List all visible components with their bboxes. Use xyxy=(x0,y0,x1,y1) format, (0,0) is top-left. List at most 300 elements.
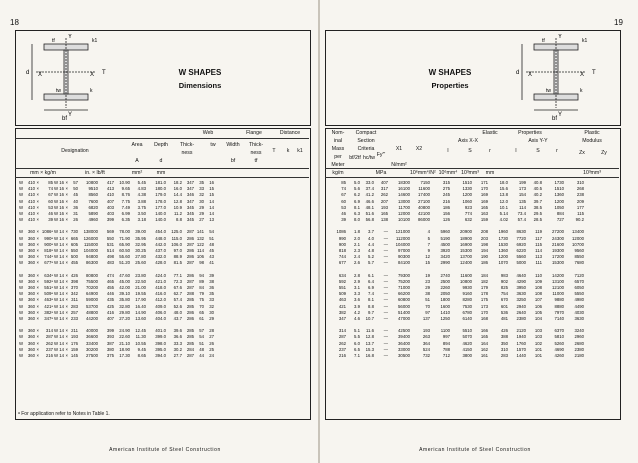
table-cell: 184 xyxy=(480,272,488,278)
table-cell: 12.8 xyxy=(365,334,374,340)
table-cell: 79300 xyxy=(398,272,410,278)
table-row xyxy=(328,192,584,197)
hdr-k1: k1 xyxy=(297,148,303,154)
table-cell: 47000 xyxy=(398,316,410,321)
diagram-label-tw: tw xyxy=(56,88,61,94)
table-cell: W xyxy=(53,353,58,358)
table-cell: W xyxy=(18,260,23,266)
table-cell: 12000 xyxy=(398,211,410,216)
table-cell: 902 xyxy=(500,278,508,284)
table-row xyxy=(328,211,584,216)
table-cell: 245 xyxy=(442,192,450,198)
table-cell: 14 xyxy=(59,316,64,321)
table-cell: × xyxy=(65,316,68,321)
table-cell: W xyxy=(18,241,23,247)
table-cell: W xyxy=(18,192,23,198)
table-cell: 5550 xyxy=(574,291,584,297)
table-cell: W xyxy=(53,291,58,297)
table-cell: 14 xyxy=(59,328,64,334)
table-cell: 70 xyxy=(199,303,204,309)
table-row xyxy=(18,211,214,216)
table-cell: 15300 xyxy=(460,248,472,253)
table-cell: 14 xyxy=(209,204,214,210)
table-cell: 410 xyxy=(106,192,114,198)
table-cell: W xyxy=(53,346,58,352)
table-cell: W xyxy=(53,340,58,346)
table-cell: 47.60 xyxy=(119,272,130,278)
right-title-block xyxy=(390,68,510,90)
table-cell: 14 xyxy=(59,272,64,278)
table-cell: 75 xyxy=(199,297,204,303)
table-cell: 140.0 xyxy=(155,217,166,223)
table-cell: 65 xyxy=(199,309,204,315)
table-cell: 7.49 xyxy=(121,204,130,210)
table-cell: 3.3 xyxy=(354,291,360,297)
table-cell: 825 xyxy=(500,285,508,290)
table-cell: 13.8 xyxy=(499,192,508,198)
table-cell: 1086ᵃ xyxy=(41,229,53,235)
table-cell: 67.6 xyxy=(173,285,182,290)
table-cell: × xyxy=(65,346,68,352)
table-cell: W xyxy=(53,180,58,185)
table-cell: 13400 xyxy=(572,229,584,235)
table-cell: 1760 xyxy=(516,340,526,346)
table-cell: 7150 xyxy=(420,180,430,185)
hdr-k: k xyxy=(286,148,290,154)
table-cell: 1200 xyxy=(498,254,508,260)
table-cell: 14.90 xyxy=(135,309,146,315)
table-cell: 70200 xyxy=(86,285,98,290)
table-cell: 18.0 xyxy=(499,180,508,185)
table-cell: 67 xyxy=(48,192,53,198)
table-cell: 360 xyxy=(27,334,35,340)
table-cell: × xyxy=(36,248,39,253)
table-cell: 13000 xyxy=(398,198,410,204)
table-cell: × xyxy=(36,297,39,303)
table-cell: W xyxy=(18,254,23,260)
table-cell: 5070 xyxy=(462,334,472,340)
table-cell: 59000 xyxy=(86,297,98,303)
table-cell: W xyxy=(18,328,23,334)
table-cell: 10.1 xyxy=(499,204,508,210)
table-cell: 114 xyxy=(519,204,526,210)
table-cell: 237 xyxy=(338,346,346,352)
table-cell: 102 xyxy=(534,340,542,346)
table-cell: 1510 xyxy=(554,186,564,192)
left-rule-2 xyxy=(15,168,309,169)
table-cell: 4.6 xyxy=(354,316,360,321)
table-cell: 360 xyxy=(27,229,35,235)
table-cell: 1360 xyxy=(554,192,564,198)
table-cell: 190 xyxy=(480,254,488,260)
table-cell: 32 xyxy=(199,192,204,198)
hdr-x1: X1 xyxy=(395,146,403,152)
table-cell: 465 xyxy=(106,278,114,284)
table-cell: 46 xyxy=(48,211,53,216)
table-cell: 263 xyxy=(422,334,430,340)
table-cell: 16 xyxy=(59,211,64,216)
hdr-web-ness: ness xyxy=(181,150,193,156)
table-cell: 360 xyxy=(27,248,35,253)
table-cell: 40.8 xyxy=(533,180,542,185)
table-cell: 175 xyxy=(480,297,488,303)
table-cell: 437.0 xyxy=(155,248,166,253)
table-cell: 8.8 xyxy=(176,217,182,223)
table-cell: × xyxy=(65,353,68,358)
table-cell: 179 xyxy=(480,285,488,290)
table-cell: 13100 xyxy=(552,278,564,284)
table-cell: W xyxy=(18,340,23,346)
hdr-Iyy: I xyxy=(515,148,517,154)
table-cell: × xyxy=(36,278,39,284)
table-cell: 6.9 xyxy=(354,198,360,204)
hdr-axis-xx: Axis X-X xyxy=(458,138,478,144)
table-cell: 109 xyxy=(534,278,542,284)
table-cell: 360 xyxy=(27,272,35,278)
table-cell: 4 xyxy=(427,229,430,235)
table-cell: 108 xyxy=(534,291,542,297)
table-row xyxy=(18,205,214,210)
table-cell: 10100 xyxy=(398,217,410,223)
table-cell: 48800 xyxy=(86,309,98,315)
table-cell: 421ᵃ xyxy=(44,303,53,309)
table-cell: 74 xyxy=(48,186,53,192)
table-cell: 216 xyxy=(45,353,53,358)
right-rule-1 xyxy=(325,168,619,169)
table-cell: 22.50 xyxy=(135,278,146,284)
table-cell: 432.0 xyxy=(155,254,166,260)
table-cell: 7530 xyxy=(462,303,472,309)
hdr-units-mm: mm xyxy=(156,170,166,176)
table-cell: 1600 xyxy=(440,303,450,309)
left-title-block xyxy=(140,68,260,90)
table-cell: 28.5 xyxy=(533,217,542,223)
table-cell: 1730 xyxy=(554,180,564,185)
table-cell: 15 xyxy=(425,260,430,266)
table-cell: 198 xyxy=(480,241,488,247)
table-cell: 103 xyxy=(534,328,542,334)
hdr-area-sym: A xyxy=(135,158,139,164)
table-cell: 193 xyxy=(70,334,78,340)
table-cell: × xyxy=(65,328,68,334)
table-cell: 455 xyxy=(70,260,78,266)
table-cell: W xyxy=(53,278,58,284)
table-cell: 16 xyxy=(59,217,64,223)
table-cell: 81.5 xyxy=(173,260,182,266)
table-cell: 8630 xyxy=(516,229,526,235)
hdr-fy: Fy″′ xyxy=(376,152,386,158)
table-cell: 894 xyxy=(442,340,450,346)
table-cell: 57.4 xyxy=(173,297,182,303)
table-cell: 426 xyxy=(70,272,78,278)
table-cell: 407 xyxy=(380,180,388,185)
diagram-label-bf-right: bf xyxy=(552,116,558,122)
table-cell: 64900 xyxy=(86,291,98,297)
table-cell: 347 xyxy=(186,186,194,192)
table-cell: 32 xyxy=(209,303,214,309)
table-cell: 5.1 xyxy=(354,328,360,334)
table-cell: — xyxy=(383,272,388,278)
table-cell: 35 xyxy=(199,180,204,185)
table-cell: 29.80 xyxy=(119,309,130,315)
table-cell: 6820 xyxy=(88,204,98,210)
table-cell: W xyxy=(18,316,23,321)
table-cell: × xyxy=(65,192,68,198)
hdr-units-des2: in. × lb/ft xyxy=(85,170,105,176)
table-cell: 1530 xyxy=(498,241,508,247)
hdr-plastic: Plastic xyxy=(584,130,600,136)
wide-flange-section-diagram-right xyxy=(514,34,614,122)
table-cell: 30 xyxy=(209,309,214,315)
table-cell: 514 xyxy=(106,248,114,253)
table-cell: 2380 xyxy=(516,316,526,321)
table-cell: 2380 xyxy=(574,346,584,352)
table-cell: 2260 xyxy=(440,285,450,290)
table-cell: 51 xyxy=(209,235,214,241)
table-cell: 531 xyxy=(106,241,114,247)
table-cell: 90300 xyxy=(398,254,410,260)
table-cell: 8.65 xyxy=(137,353,146,358)
table-cell: 14 xyxy=(59,309,64,315)
table-row xyxy=(328,205,584,210)
table-cell: 3630 xyxy=(574,316,584,321)
left-rule-1 xyxy=(15,138,309,139)
table-cell: 410 xyxy=(27,180,35,185)
table-cell: 138000 xyxy=(83,229,98,235)
table-row xyxy=(328,285,584,290)
table-cell: 6.2 xyxy=(354,192,360,198)
table-cell: 380 xyxy=(106,346,114,352)
table-cell: 1250 xyxy=(440,316,450,321)
left-title: W SHAPES xyxy=(178,68,222,77)
table-cell: 347ᵃ xyxy=(44,316,53,321)
table-cell: 788 xyxy=(442,346,450,352)
table-row xyxy=(328,297,584,302)
table-cell: 424.0 xyxy=(155,272,166,278)
hdr-Ixx: I xyxy=(447,148,449,154)
table-cell: × xyxy=(36,303,39,309)
table-cell: 115 xyxy=(535,241,542,247)
table-cell: 407 xyxy=(106,316,114,321)
table-cell: — xyxy=(383,297,388,303)
table-cell: 12.45 xyxy=(135,328,146,334)
table-cell: 10800 xyxy=(460,278,472,284)
table-row xyxy=(18,248,214,253)
diagram-label-y1-right: Y xyxy=(558,34,563,40)
table-cell: 15300 xyxy=(552,260,564,266)
table-row xyxy=(18,347,214,352)
table-cell: 360 xyxy=(27,260,35,266)
diagram-label-k: k xyxy=(90,88,93,94)
table-cell: 9560 xyxy=(574,248,584,253)
hdr-distance: Distance xyxy=(279,130,301,136)
hdr-web-thick: Thick- xyxy=(179,142,195,148)
table-cell: — xyxy=(383,334,388,340)
table-cell: × xyxy=(36,328,39,334)
table-cell: 268 xyxy=(576,186,584,192)
table-cell: 404.0 xyxy=(155,316,166,321)
table-cell: 9510 xyxy=(88,186,98,192)
table-cell: 345 xyxy=(186,211,194,216)
table-cell: 107 xyxy=(534,297,542,303)
table-cell: × xyxy=(36,260,39,266)
table-cell: 193 xyxy=(380,204,388,210)
table-cell: 22.60 xyxy=(119,334,130,340)
table-cell: 181.0 xyxy=(155,180,166,185)
table-row xyxy=(328,248,584,253)
table-cell: 8.8 xyxy=(368,303,374,309)
table-cell: W xyxy=(53,198,58,204)
table-cell: W xyxy=(53,241,58,247)
table-cell: 634ᵃ xyxy=(44,272,53,278)
table-row xyxy=(328,279,584,284)
table-cell: 3.50 xyxy=(137,211,146,216)
table-cell: 7600 xyxy=(88,198,98,204)
table-cell: 78.00 xyxy=(119,229,130,235)
table-cell: 4.02 xyxy=(499,217,508,223)
table-row xyxy=(328,334,584,339)
table-cell: 16100 xyxy=(398,186,410,192)
table-cell: 14 xyxy=(59,241,64,247)
table-cell: 46.6 xyxy=(365,198,374,204)
table-cell: 347 xyxy=(186,198,194,204)
table-cell: 262 xyxy=(338,340,346,346)
table-cell: 14 xyxy=(59,353,64,358)
table-cell: 310 xyxy=(500,346,508,352)
table-cell: 89 xyxy=(199,278,204,284)
table-cell: 665 xyxy=(70,235,78,241)
table-cell: 592ᵃ xyxy=(44,278,53,284)
table-cell: 11.6 xyxy=(365,328,374,334)
table-cell: 16900 xyxy=(460,241,472,247)
table-cell: 7.75 xyxy=(121,198,130,204)
hdr-web-sym: tw xyxy=(210,142,216,148)
table-cell: 285 xyxy=(186,334,194,340)
hdr-elastic: Elastic xyxy=(482,130,498,136)
table-row xyxy=(18,353,214,358)
table-row xyxy=(18,217,214,222)
table-cell: 2.0 xyxy=(354,235,360,241)
table-cell: 1050 xyxy=(554,204,564,210)
table-cell: 53 xyxy=(48,204,53,210)
table-cell: 45.00 xyxy=(119,278,130,284)
hdr-x1-unit: N/mm² xyxy=(391,162,407,168)
table-cell: 1070 xyxy=(498,260,508,266)
table-cell: 393 xyxy=(106,334,114,340)
hdr-nom4: per xyxy=(334,154,342,160)
table-cell: 7 xyxy=(427,241,430,247)
table-cell: 315 xyxy=(442,180,450,185)
table-row xyxy=(18,304,214,309)
table-cell: 632 xyxy=(464,217,472,223)
table-cell: 7.1 xyxy=(354,353,360,358)
table-cell: 11700 xyxy=(398,204,410,210)
table-cell: 387 xyxy=(106,340,114,346)
table-cell: 4030 xyxy=(574,309,584,315)
table-cell: 169 xyxy=(480,198,488,204)
table-cell: 39.00 xyxy=(135,229,146,235)
table-cell: 101 xyxy=(534,353,542,358)
table-cell: 35.95 xyxy=(135,235,146,241)
table-cell: 5890 xyxy=(88,211,98,216)
table-cell: 57 xyxy=(73,180,78,185)
table-cell: 33400 xyxy=(86,340,98,346)
table-cell: 4260 xyxy=(554,353,564,358)
table-cell: 382 xyxy=(338,309,346,315)
table-cell: 5.6 xyxy=(354,186,360,192)
table-cell: 207 xyxy=(380,198,388,204)
table-cell: 77.1 xyxy=(173,272,182,278)
table-cell: W xyxy=(18,353,23,358)
table-cell: 346 xyxy=(186,192,194,198)
table-cell: 51 xyxy=(199,340,204,346)
table-cell: 90.2 xyxy=(575,217,584,223)
table-cell: 171 xyxy=(480,180,488,185)
table-cell: 5260 xyxy=(554,340,564,346)
table-cell: × xyxy=(65,254,68,260)
table-cell: 6.5 xyxy=(354,346,360,352)
table-cell: 60.50 xyxy=(119,248,130,253)
table-row xyxy=(328,328,584,333)
table-cell: W xyxy=(53,211,58,216)
table-cell: × xyxy=(36,254,39,260)
table-cell: W xyxy=(53,229,58,235)
table-row xyxy=(328,341,584,346)
wide-flange-section-diagram xyxy=(24,34,124,122)
table-cell: 159 xyxy=(480,217,488,223)
table-cell: 410 xyxy=(27,198,35,204)
table-cell: 435 xyxy=(106,297,114,303)
table-cell: 754 xyxy=(500,291,508,297)
table-cell: 156 xyxy=(442,211,450,216)
table-cell: 45 xyxy=(73,192,78,198)
table-cell: 115 xyxy=(577,211,584,216)
hdr-axis-yy: Axis Y-Y xyxy=(528,138,548,144)
table-cell: 162 xyxy=(480,346,488,352)
table-cell: × xyxy=(36,192,39,198)
table-cell: 9.65 xyxy=(121,186,130,192)
table-cell: 94 xyxy=(199,272,204,278)
table-cell: — xyxy=(383,248,388,253)
table-cell: 37.4 xyxy=(365,186,374,192)
table-cell: 8.1 xyxy=(368,297,374,303)
hdr-uI: 10⁶mm⁴ xyxy=(438,170,458,176)
table-cell: W xyxy=(53,334,58,340)
table-cell: W xyxy=(18,217,23,223)
table-cell: 360 xyxy=(27,316,35,321)
table-cell: 288 xyxy=(186,291,194,297)
table-row xyxy=(328,186,584,191)
table-cell: 18.90 xyxy=(119,346,130,352)
table-cell: 524 xyxy=(422,346,430,352)
table-cell: 44 xyxy=(199,353,204,358)
table-cell: 509 xyxy=(338,291,346,297)
table-cell: × xyxy=(65,180,68,185)
table-cell: 474 xyxy=(106,272,114,278)
table-cell: 94800 xyxy=(86,254,98,260)
table-cell: 2500 xyxy=(440,278,450,284)
table-cell: 6.9 xyxy=(368,285,374,290)
hdr-flange: Flange xyxy=(246,130,262,136)
table-cell: 161 xyxy=(480,353,488,358)
table-cell: 27 xyxy=(209,334,214,340)
table-cell: 178.0 xyxy=(155,198,166,204)
table-cell: 121000 xyxy=(395,229,410,235)
table-cell: 24 xyxy=(209,353,214,358)
table-cell: 9930 xyxy=(462,285,472,290)
table-cell: 40800 xyxy=(418,204,430,210)
hdr-Syy: S xyxy=(536,148,540,154)
